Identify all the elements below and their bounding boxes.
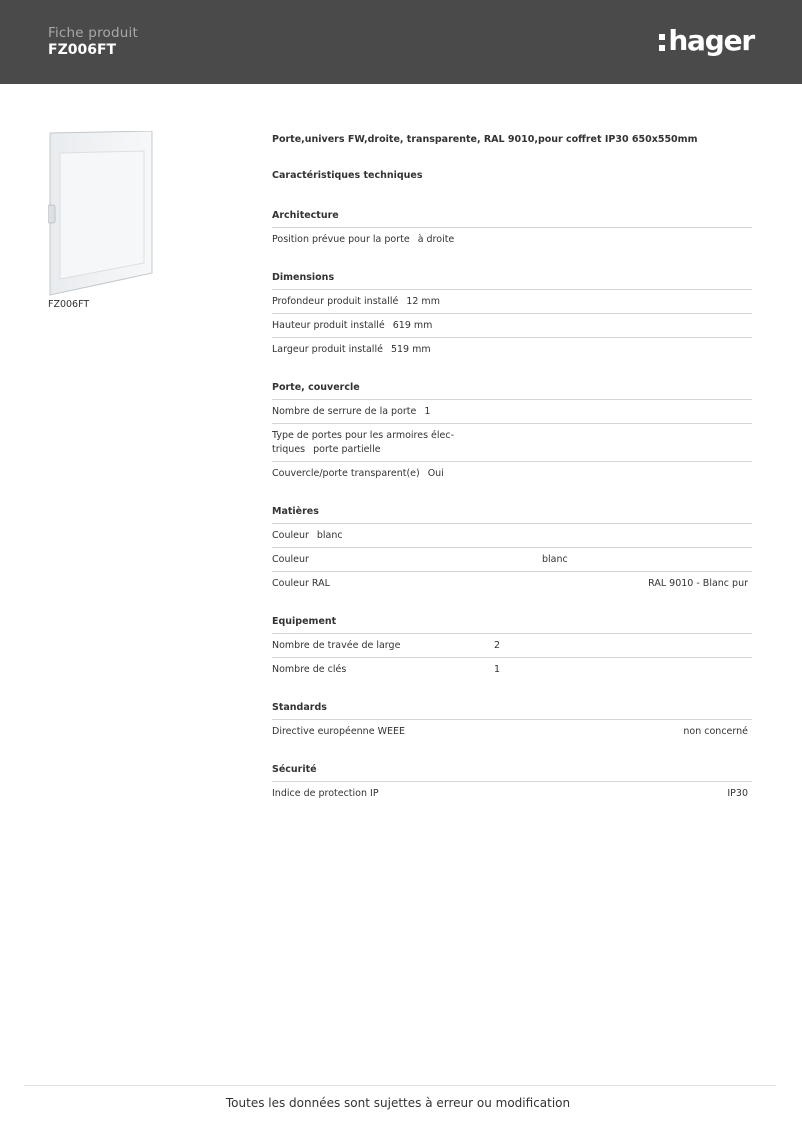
section-dimensions — [272, 271, 752, 361]
spec-row — [272, 400, 752, 424]
spec-value: IP30 — [727, 788, 748, 799]
spec-row — [272, 782, 752, 805]
section-porte-couvercle — [272, 381, 752, 485]
spec-value: 1 — [424, 406, 431, 417]
spec-label: Position prévue pour la porte — [272, 234, 410, 245]
spec-value: blanc — [316, 530, 343, 541]
spec-value: 1 — [494, 664, 501, 675]
spec-label: Nombre de serrure de la porte — [272, 406, 417, 417]
spec-row — [272, 228, 752, 251]
section-matieres — [272, 505, 752, 595]
section-title: Sécurité — [272, 763, 752, 782]
spec-label: Couleur — [272, 554, 309, 565]
transparent-door-panel-icon — [48, 131, 156, 297]
logo-dots-icon — [659, 34, 665, 51]
section-title: Standards — [272, 701, 752, 720]
footer-disclaimer: Toutes les données sont sujettes à erreur ou modification — [225, 1096, 571, 1110]
tech-characteristics-heading: Caractéristiques techniques — [272, 170, 423, 181]
product-details — [272, 133, 752, 805]
product-reference: FZ006FT — [48, 42, 117, 58]
spec-value: porte partielle — [313, 444, 381, 455]
spec-label-line: Type de portes pour les armoires élec- — [272, 430, 455, 441]
spec-row — [272, 548, 752, 572]
spec-label: Couvercle/porte transparent(e) — [272, 468, 420, 479]
section-title: Equipement — [272, 615, 752, 634]
section-standards — [272, 701, 752, 743]
spec-row — [272, 524, 752, 548]
spec-label: Nombre de clés — [272, 664, 347, 675]
image-caption: FZ006FT — [48, 299, 90, 310]
spec-row — [272, 634, 752, 658]
spec-row — [272, 658, 752, 681]
spec-value: 12 mm — [406, 296, 440, 307]
spec-label: Couleur RAL — [272, 578, 330, 589]
logo-text: hager — [668, 24, 754, 57]
spec-value: RAL 9010 - Blanc pur — [648, 578, 748, 589]
spec-value: 619 mm — [392, 320, 433, 331]
section-securite — [272, 763, 752, 805]
spec-row — [272, 314, 752, 338]
document-type: Fiche produit — [48, 25, 138, 41]
spec-label: Largeur produit installé — [272, 344, 383, 355]
spec-label-line: triques — [272, 444, 306, 455]
spec-value: 519 mm — [390, 344, 431, 355]
spec-value: Oui — [427, 468, 444, 479]
spec-value: 2 — [494, 640, 501, 651]
spec-label: Nombre de travée de large — [272, 640, 401, 651]
spec-label: Couleur — [272, 530, 309, 541]
hager-logo — [659, 26, 754, 56]
header-bar — [0, 0, 802, 84]
product-title: Porte,univers FW,droite, transparente, RAL 9010,pour coffret IP30 650x550mm — [272, 134, 698, 145]
spec-value: non concerné — [683, 726, 748, 737]
section-equipement — [272, 615, 752, 681]
spec-row — [272, 572, 752, 595]
spec-row — [272, 462, 752, 485]
spec-row — [272, 338, 752, 361]
spec-row — [272, 424, 752, 462]
section-title: Porte, couvercle — [272, 381, 752, 400]
spec-label: Hauteur produit installé — [272, 320, 385, 331]
section-title: Architecture — [272, 209, 752, 228]
footer-divider — [24, 1085, 776, 1086]
spec-label: Profondeur produit installé — [272, 296, 399, 307]
spec-row — [272, 720, 752, 743]
section-architecture — [272, 209, 752, 251]
section-title: Matières — [272, 505, 752, 524]
spec-label: Indice de protection IP — [272, 788, 379, 799]
section-title: Dimensions — [272, 271, 752, 290]
spec-label: Directive européenne WEEE — [272, 726, 405, 737]
spec-row — [272, 290, 752, 314]
spec-value: blanc — [542, 554, 568, 565]
spec-value: à droite — [417, 234, 455, 245]
